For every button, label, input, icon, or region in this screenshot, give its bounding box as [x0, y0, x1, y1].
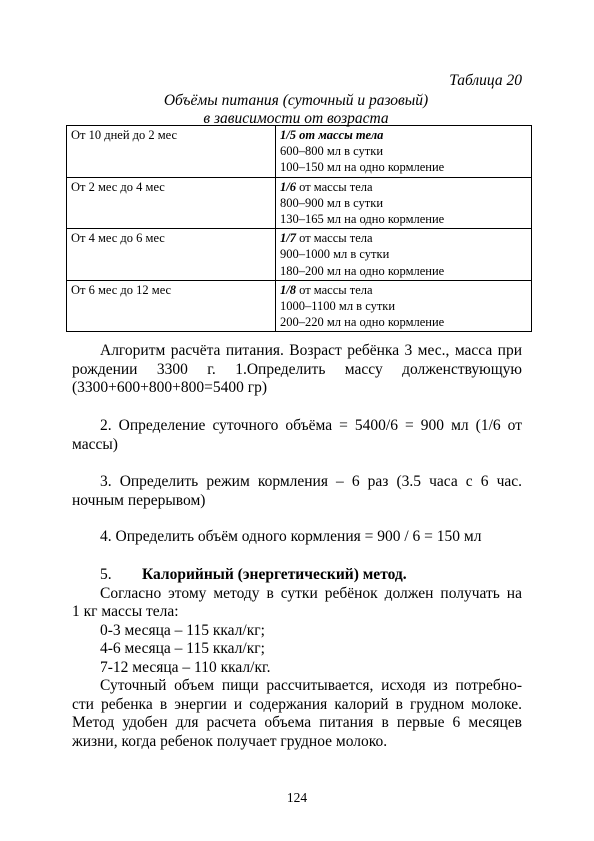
caloric-method-section — [72, 566, 522, 751]
single-feed-volume: 100–150 мл на одно кормление — [280, 160, 445, 175]
single-feed-volume: 180–200 мл на одно кормление — [280, 263, 445, 278]
paragraph-line: Метод удобен для расчета объема питания в первые 6 месяцев — [72, 714, 522, 731]
algorithm-paragraph-4 — [72, 528, 522, 547]
section-heading — [72, 566, 522, 585]
paragraph-line: (3300+600+800+800=5400 гр) — [72, 379, 268, 396]
ratio-rest: от массы тела — [295, 282, 373, 297]
paragraph-line: жизни, когда ребенок получает грудное молоко. — [72, 732, 388, 750]
paragraph-line: ночным перерывом) — [72, 491, 206, 509]
algorithm-paragraph-2 — [72, 417, 522, 454]
paragraph-line: рождении 3300 г. 1.Определить массу долженствующую — [72, 360, 522, 378]
feeding-volume-table — [66, 125, 532, 332]
daily-volume: 1000–1100 мл в сутки — [280, 299, 396, 314]
paragraph-line: Алгоритм расчёта питания. Возраст ребёнка 3 мес., масса при — [100, 342, 522, 359]
table-title-line1: Объёмы питания (суточный и разовый) — [163, 92, 429, 109]
daily-volume: 800–900 мл в сутки — [280, 195, 384, 210]
paragraph-line: 1 кг массы тела: — [72, 603, 179, 620]
algorithm-paragraph-3 — [72, 473, 522, 510]
age-cell: От 6 мес до 12 мес — [67, 280, 276, 332]
ratio-line — [280, 230, 527, 246]
section-number: 5. — [100, 566, 112, 583]
ratio-value: 1/7 — [280, 231, 296, 246]
algorithm-paragraph-1 — [72, 342, 522, 398]
volume-cell — [276, 177, 532, 229]
ratio-value: 1/5 от массы тела — [280, 128, 384, 142]
ratio-value: 1/6 — [280, 179, 296, 194]
paragraph-line: 3. Определить режим кормления – 6 раз (3.5 часа с 6 час. — [100, 473, 522, 490]
ratio-line — [280, 282, 527, 298]
page-number: 124 — [286, 790, 308, 805]
daily-volume: 600–800 мл в сутки — [280, 144, 384, 159]
daily-volume: 900–1000 мл в сутки — [280, 247, 390, 262]
paragraph-line: 4. Определить объём одного кормления = 900 / 6 = 150 мл — [100, 528, 482, 545]
ratio-line — [280, 179, 527, 195]
table-title-line2: в зависимости от возраста — [203, 110, 389, 127]
table-row — [67, 177, 532, 229]
volume-cell — [276, 229, 532, 281]
age-cell: От 4 мес до 6 мес — [67, 229, 276, 281]
ratio-line — [280, 127, 527, 143]
table-row — [67, 280, 532, 332]
single-feed-volume: 200–220 мл на одно кормление — [280, 315, 445, 330]
age-cell: От 10 дней до 2 мес — [67, 126, 276, 178]
ratio-rest: от массы тела — [295, 231, 373, 246]
table-row — [67, 126, 532, 178]
single-feed-volume: 130–165 мл на одно кормление — [280, 212, 445, 227]
section-title: Калорийный (энергетический) метод. — [142, 566, 407, 583]
volume-cell — [276, 126, 532, 178]
paragraph-line: 2. Определение суточного объёма = 5400/6 = 900 мл (1/6 от — [100, 417, 522, 434]
list-item: 4-6 месяца – 115 ккал/кг; — [100, 640, 265, 657]
list-item: 7-12 месяца – 110 ккал/кг. — [100, 658, 271, 676]
ratio-value: 1/8 — [280, 282, 296, 297]
paragraph-line: сти ребенка в энергии и содержания калорий в грудном молоке. — [72, 695, 522, 713]
table-row — [67, 229, 532, 281]
ratio-rest: от массы тела — [295, 179, 373, 194]
volume-cell — [276, 280, 532, 332]
paragraph-line: массы) — [72, 435, 118, 453]
paragraph-line: Согласно этому методу в сутки ребёнок должен получать на — [100, 584, 522, 602]
age-cell: От 2 мес до 4 мес — [67, 177, 276, 229]
list-item: 0-3 месяца – 115 ккал/кг; — [100, 621, 265, 639]
table-label: Таблица 20 — [449, 72, 522, 89]
paragraph-line: Суточный объем пищи рассчитывается, исходя из потребно- — [100, 677, 522, 694]
